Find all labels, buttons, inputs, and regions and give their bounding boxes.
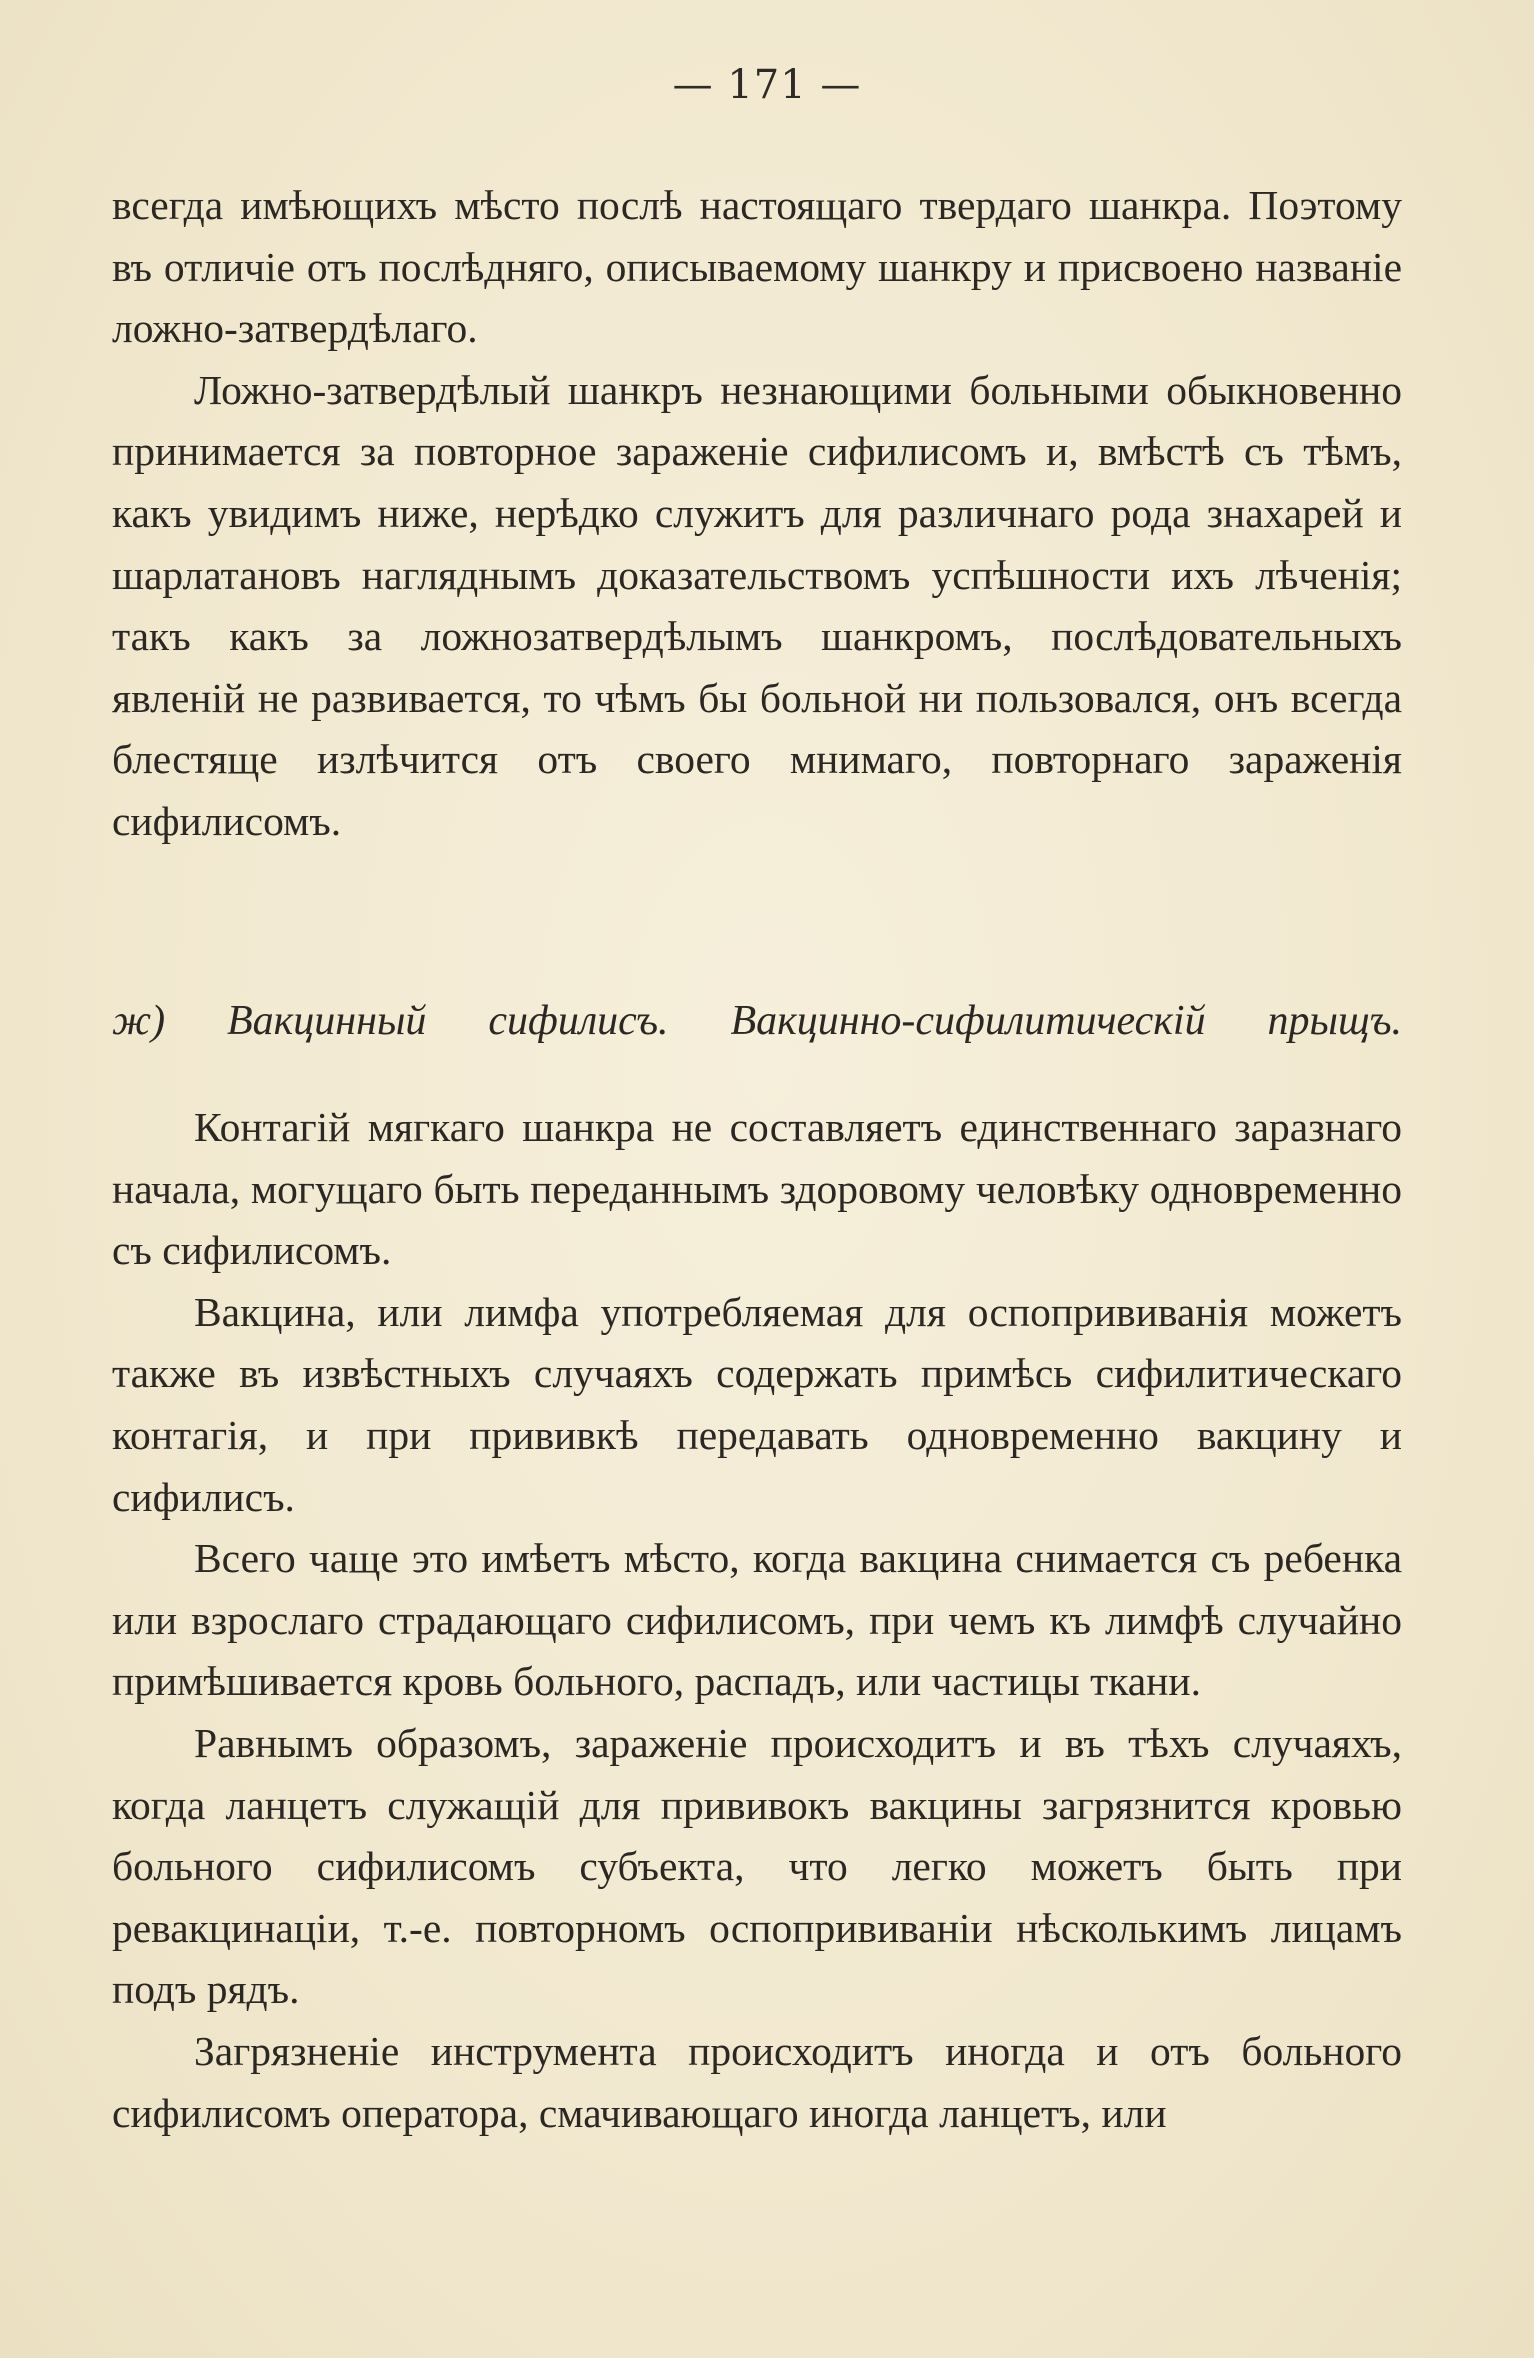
paragraph-instrument: Загрязненіе инструмента происходитъ иногда и отъ больного сифилисомъ оператора, смачивающаго иногда ланцетъ, или	[112, 2027, 1402, 2136]
page-number: — 171 —	[672, 62, 862, 108]
paragraph-lancet: Равнымъ образомъ, зараженіе происходитъ и въ тѣхъ случаяхъ, когда ланцетъ служащій для прививокъ вакцины загрязнится кровью больного сифилисомъ субъекта, что легко можетъ быть при ревакцинаціи, т.-е. повторномъ оспопрививаніи нѣсколькимъ лицамъ подъ рядъ.	[112, 1719, 1402, 2013]
paragraph-vaccine: Вакцина, или лимфа употребляемая для оспопрививанія можетъ также въ извѣстныхъ случаяхъ содержать примѣсь сифилитическаго контагія, и при прививкѣ передавать одновременно вакцину и сифилисъ.	[112, 1288, 1402, 1520]
section-vaccine-syphilis	[112, 1097, 1402, 2144]
paragraph-false-chancre: Ложно-затвердѣлый шанкръ незнающими больными обыкновенно принимается за повторное зараженіе сифилисомъ и, вмѣстѣ съ тѣмъ, какъ увидимъ ниже, нерѣдко служитъ для различнаго рода знахарей и шарлатановъ нагляднымъ доказательствомъ успѣшности ихъ лѣченія; такъ какъ за ложнозатвердѣлымъ шанкромъ, послѣдовательныхъ явленій не развивается, то чѣмъ бы больной ни пользовался, онъ всегда блестяще излѣчится отъ своего мнимаго, повторнаго зараженія сифилисомъ.	[112, 366, 1402, 844]
paragraph-contagion: Контагій мягкаго шанкра не составляетъ единственнаго заразнаго начала, могущаго быть переданнымъ здоровому человѣку одновременно съ сифилисомъ.	[112, 1104, 1402, 1274]
section-heading-vaccine-syphilis: ж) Вакцинный сифилисъ. Вакцинно-сифилитическій прыщъ.	[112, 998, 1402, 1044]
paragraph-continuation: всегда имѣющихъ мѣсто послѣ настоящаго твердаго шанкра. Поэтому въ отличіе отъ послѣдняго, описываемому шанкру и присвоено названіе ложно-затвердѣлаго.	[112, 182, 1402, 352]
section-continuation	[112, 175, 1402, 853]
paragraph-most-often: Всего чаще это имѣетъ мѣсто, когда вакцина снимается съ ребенка или взрослаго страдающаго сифилисомъ, при чемъ къ лимфѣ случайно примѣшивается кровь больного, распадъ, или частицы ткани.	[112, 1535, 1402, 1705]
